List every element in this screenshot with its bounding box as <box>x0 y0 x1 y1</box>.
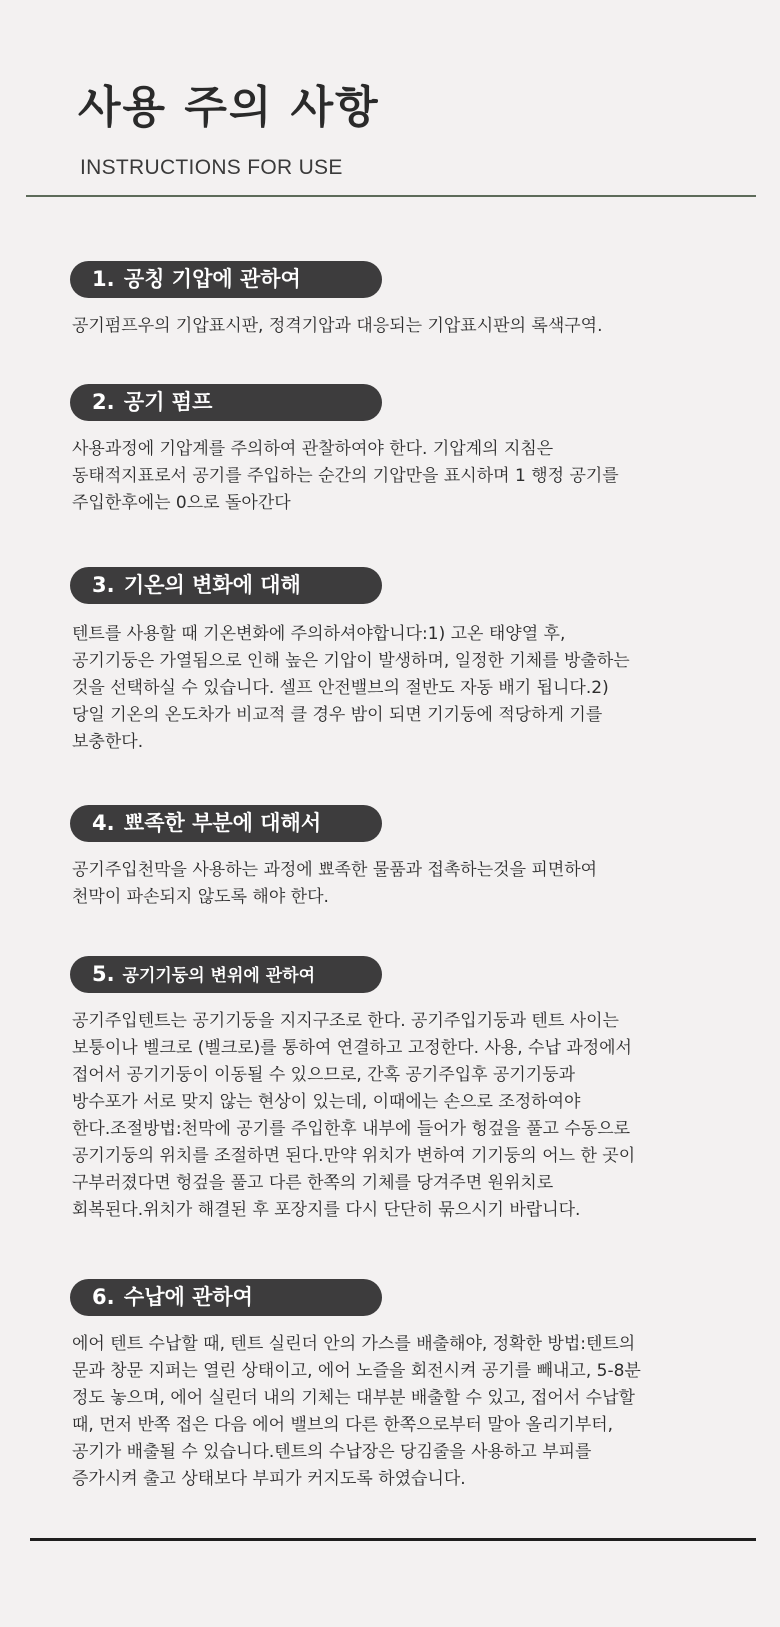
body-line: 증가시켜 출고 상태보다 부피가 커지도록 하였습니다. <box>72 1469 466 1489</box>
section-number: 2. <box>92 390 115 414</box>
body-line: 방수포가 서로 맞지 않는 현상이 있는데, 이때에는 손으로 조정하여야 <box>72 1092 581 1112</box>
body-line: 공기주입천막을 사용하는 과정에 뾰족한 물품과 접촉하는것을 피면하여 <box>72 860 598 880</box>
body-line: 당일 기온의 온도차가 비교적 클 경우 밤이 되면 기기둥에 적당하게 기를 <box>72 705 603 725</box>
section-body <box>72 313 762 340</box>
section-heading <box>70 956 382 993</box>
section-heading-label: 공기 펌프 <box>123 390 213 414</box>
bottom-divider <box>30 1538 756 1541</box>
body-line: 공기펌프우의 기압표시판, 정격기압과 대응되는 기압표시판의 록색구역. <box>72 316 603 336</box>
section-body <box>72 436 762 517</box>
section-body <box>72 1331 762 1493</box>
body-line: 사용과정에 기압계를 주의하여 관찰하여야 한다. 기압계의 지침은 <box>72 439 554 459</box>
body-line: 공기기둥은 가열됨으로 인해 높은 기압이 발생하며, 일정한 기체를 방출하는 <box>72 651 630 671</box>
body-line: 보충한다. <box>72 732 144 752</box>
body-line: 주입한후에는 0으로 돌아간다 <box>72 493 291 513</box>
body-line: 텐트를 사용할 때 기온변화에 주의하셔야합니다:1) 고온 태양열 후, <box>72 624 566 644</box>
body-line: 구부러졌다면 헝겊을 풀고 다른 한쪽의 기체를 당겨주면 원위치로 <box>72 1173 554 1193</box>
body-line: 접어서 공기기둥이 이동될 수 있으므로, 간혹 공기주입후 공기기둥과 <box>72 1065 576 1085</box>
body-line: 정도 놓으며, 에어 실린더 내의 기체는 대부분 배출할 수 있고, 접어서 수납할 <box>72 1388 635 1408</box>
body-line: 에어 텐트 수납할 때, 텐트 실린더 안의 가스를 배출해야, 정확한 방법:텐트의 <box>72 1334 636 1354</box>
section-heading-label: 뾰족한 부분에 대해서 <box>123 811 322 835</box>
section-body <box>72 1008 762 1224</box>
body-line: 회복된다.위치가 해결된 후 포장지를 다시 단단히 묶으시기 바랍니다. <box>72 1200 581 1220</box>
page-title: 사용 주의 사항 <box>78 82 380 133</box>
body-line: 한다.조절방법:천막에 공기를 주입한후 내부에 들어가 헝겊을 풀고 수동으로 <box>72 1119 631 1139</box>
body-line: 문과 창문 지퍼는 열린 상태이고, 에어 노즐을 회전시켜 공기를 빼내고, 5-8분 <box>72 1361 641 1381</box>
section-heading <box>70 384 382 421</box>
body-line: 공기기둥의 위치를 조절하면 된다.만약 위치가 변하여 기기둥의 어느 한 곳이 <box>72 1146 636 1166</box>
section-number: 4. <box>92 811 115 835</box>
section-heading-label: 수납에 관하여 <box>123 1285 253 1309</box>
page-subtitle: INSTRUCTIONS FOR USE <box>80 156 343 179</box>
body-line: 보퉁이나 벨크로 (벨크로)를 통하여 연결하고 고정한다. 사용, 수납 과정에서 <box>72 1038 632 1058</box>
body-line: 공기가 배출될 수 있습니다.텐트의 수납장은 당김줄을 사용하고 부피를 <box>72 1442 592 1462</box>
section-number: 1. <box>92 267 115 291</box>
section-body <box>72 621 762 756</box>
top-divider <box>26 195 756 197</box>
section-heading <box>70 805 382 842</box>
section-heading-label: 공칭 기압에 관하여 <box>123 267 301 291</box>
body-line: 것을 선택하실 수 있습니다. 셀프 안전밸브의 절반도 자동 배기 됩니다.2) <box>72 678 609 698</box>
body-line: 공기주입텐트는 공기기둥을 지지구조로 한다. 공기주입기둥과 텐트 사이는 <box>72 1011 619 1031</box>
section-heading-label: 공기기둥의 변위에 관하여 <box>122 966 315 986</box>
section-number: 6. <box>92 1285 115 1309</box>
section-number: 3. <box>92 573 115 597</box>
section-heading <box>70 567 382 604</box>
section-body <box>72 857 762 911</box>
section-heading <box>70 1279 382 1316</box>
section-heading <box>70 261 382 298</box>
section-heading-label: 기온의 변화에 대해 <box>123 573 301 597</box>
body-line: 천막이 파손되지 않도록 해야 한다. <box>72 887 329 907</box>
section-number: 5. <box>92 962 115 986</box>
body-line: 때, 먼저 반쪽 접은 다음 에어 밸브의 다른 한쪽으로부터 말아 올리기부터, <box>72 1415 614 1435</box>
body-line: 동태적지표로서 공기를 주입하는 순간의 기압만을 표시하며 1 행정 공기를 <box>72 466 619 486</box>
